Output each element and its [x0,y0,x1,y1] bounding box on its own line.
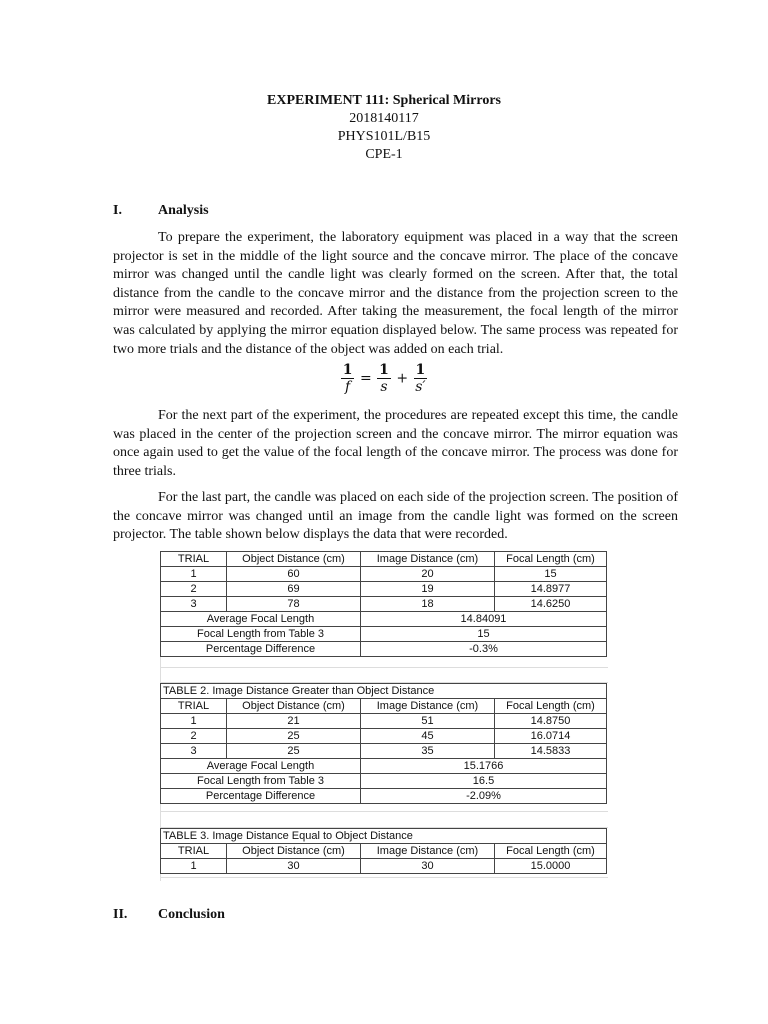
column-header: Image Distance (cm) [361,552,495,567]
cell: 60 [227,567,361,582]
conclusion-title: Conclusion [158,907,225,922]
summary-value: 15 [361,627,607,642]
section-code: CPE-1 [365,147,403,162]
table-row [161,744,607,759]
table-row [161,729,607,744]
table-2-caption: TABLE 2. Image Distance Greater than Object Distance [161,684,607,699]
table-row [161,597,607,612]
summary-label: Focal Length from Table 3 [161,627,361,642]
cell: 18 [361,597,495,612]
summary-value: -0.3% [361,642,607,657]
cell: 69 [227,582,361,597]
analysis-title: Analysis [158,203,209,218]
cell: 30 [227,859,361,874]
column-header: Focal Length (cm) [495,844,607,859]
analysis-paragraph-1: To prepare the experiment, the laboratory equipment was placed in a way that the screen projector is set in the middle of the light source and the concave mirror. The place of the concave mirror was changed until the candle light was clearly formed on the screen. After that, the total distance from the candle to the concave mirror and the distance from the projection screen to the mirror were measured and recorded. After taking the measurement, the focal length of the mirror was calculated by applying the mirror equation displayed below. The same process was repeated for two more trials and the distance of the object was added on each trial. [113,230,678,357]
cell: 2 [161,582,227,597]
table-row [161,582,607,597]
table-2-header-row [161,699,607,714]
cell: 3 [161,744,227,759]
summary-row [161,789,607,804]
equals-sign: = [359,370,372,387]
fraction-one-over-s: $\frac{1}{s}$ [379,362,389,395]
table-row [161,859,607,874]
cell: 1 [161,859,227,874]
column-header: Focal Length (cm) [495,699,607,714]
data-tables-image [160,551,608,881]
summary-value: 16.5 [361,774,607,789]
cell: 1 [161,714,227,729]
course-code: PHYS101L/B15 [337,129,431,144]
summary-row [161,642,607,657]
mirror-equation [0,362,768,395]
column-header: TRIAL [161,699,227,714]
column-header: Image Distance (cm) [361,844,495,859]
cell: 30 [361,859,495,874]
cell: 21 [227,714,361,729]
column-header: TRIAL [161,552,227,567]
column-header: Focal Length (cm) [495,552,607,567]
cell: 14.8750 [495,714,607,729]
table-1-header-row [161,552,607,567]
summary-row [161,774,607,789]
summary-label: Average Focal Length [161,612,361,627]
table-row [161,567,607,582]
summary-label: Average Focal Length [161,759,361,774]
summary-row [161,627,607,642]
cell: 15 [495,567,607,582]
summary-row [161,759,607,774]
fraction-one-over-f: $\frac{1}{f}$ [342,362,353,395]
cell: 35 [361,744,495,759]
sheet-gridline [160,667,608,668]
student-id: 2018140117 [349,111,419,126]
sheet-gridline [160,811,608,812]
table-1 [160,551,607,657]
summary-label: Percentage Difference [161,789,361,804]
table-3-caption-row [161,829,607,844]
cell: 1 [161,567,227,582]
column-header: TRIAL [161,844,227,859]
fraction-one-over-s-prime: $\frac{1}{s'}$ [415,362,426,395]
table-3-caption: TABLE 3. Image Distance Equal to Object Distance [161,829,607,844]
table-2 [160,683,607,804]
sheet-gridline [160,877,608,878]
summary-value: 14.84091 [361,612,607,627]
cell: 45 [361,729,495,744]
cell: 15.0000 [495,859,607,874]
cell: 14.6250 [495,597,607,612]
cell: 2 [161,729,227,744]
analysis-paragraph-2: For the next part of the experiment, the procedures are repeated except this time, the candle was placed in the center of the projection screen and the concave mirror. The mirror equation was once again used to get the value of the focal length of the concave mirror. The process was done for three trials. [113,408,678,479]
cell: 25 [227,729,361,744]
summary-label: Focal Length from Table 3 [161,774,361,789]
cell: 3 [161,597,227,612]
cell: 19 [361,582,495,597]
cell: 51 [361,714,495,729]
summary-value: 15.1766 [361,759,607,774]
analysis-paragraph-3: For the last part, the candle was placed on each side of the projection screen. The position of the concave mirror was changed until an image from the candle light was formed on the screen projector. The table shown below displays the data that were recorded. [113,490,678,543]
cell: 14.5833 [495,744,607,759]
conclusion-heading [113,907,225,923]
column-header: Object Distance (cm) [227,552,361,567]
column-header: Object Distance (cm) [227,699,361,714]
document-header [0,92,768,164]
cell: 78 [227,597,361,612]
experiment-title: EXPERIMENT 111: Spherical Mirrors [267,93,501,108]
cell: 20 [361,567,495,582]
summary-row [161,612,607,627]
summary-value: -2.09% [361,789,607,804]
column-header: Image Distance (cm) [361,699,495,714]
cell: 14.8977 [495,582,607,597]
column-header: Object Distance (cm) [227,844,361,859]
analysis-heading [113,203,209,219]
table-2-caption-row [161,684,607,699]
cell: 16.0714 [495,729,607,744]
analysis-numeral: I. [113,203,122,218]
plus-sign: + [396,370,409,387]
summary-label: Percentage Difference [161,642,361,657]
conclusion-numeral: II. [113,907,128,922]
table-3 [160,828,607,874]
table-row [161,714,607,729]
cell: 25 [227,744,361,759]
table-3-header-row [161,844,607,859]
